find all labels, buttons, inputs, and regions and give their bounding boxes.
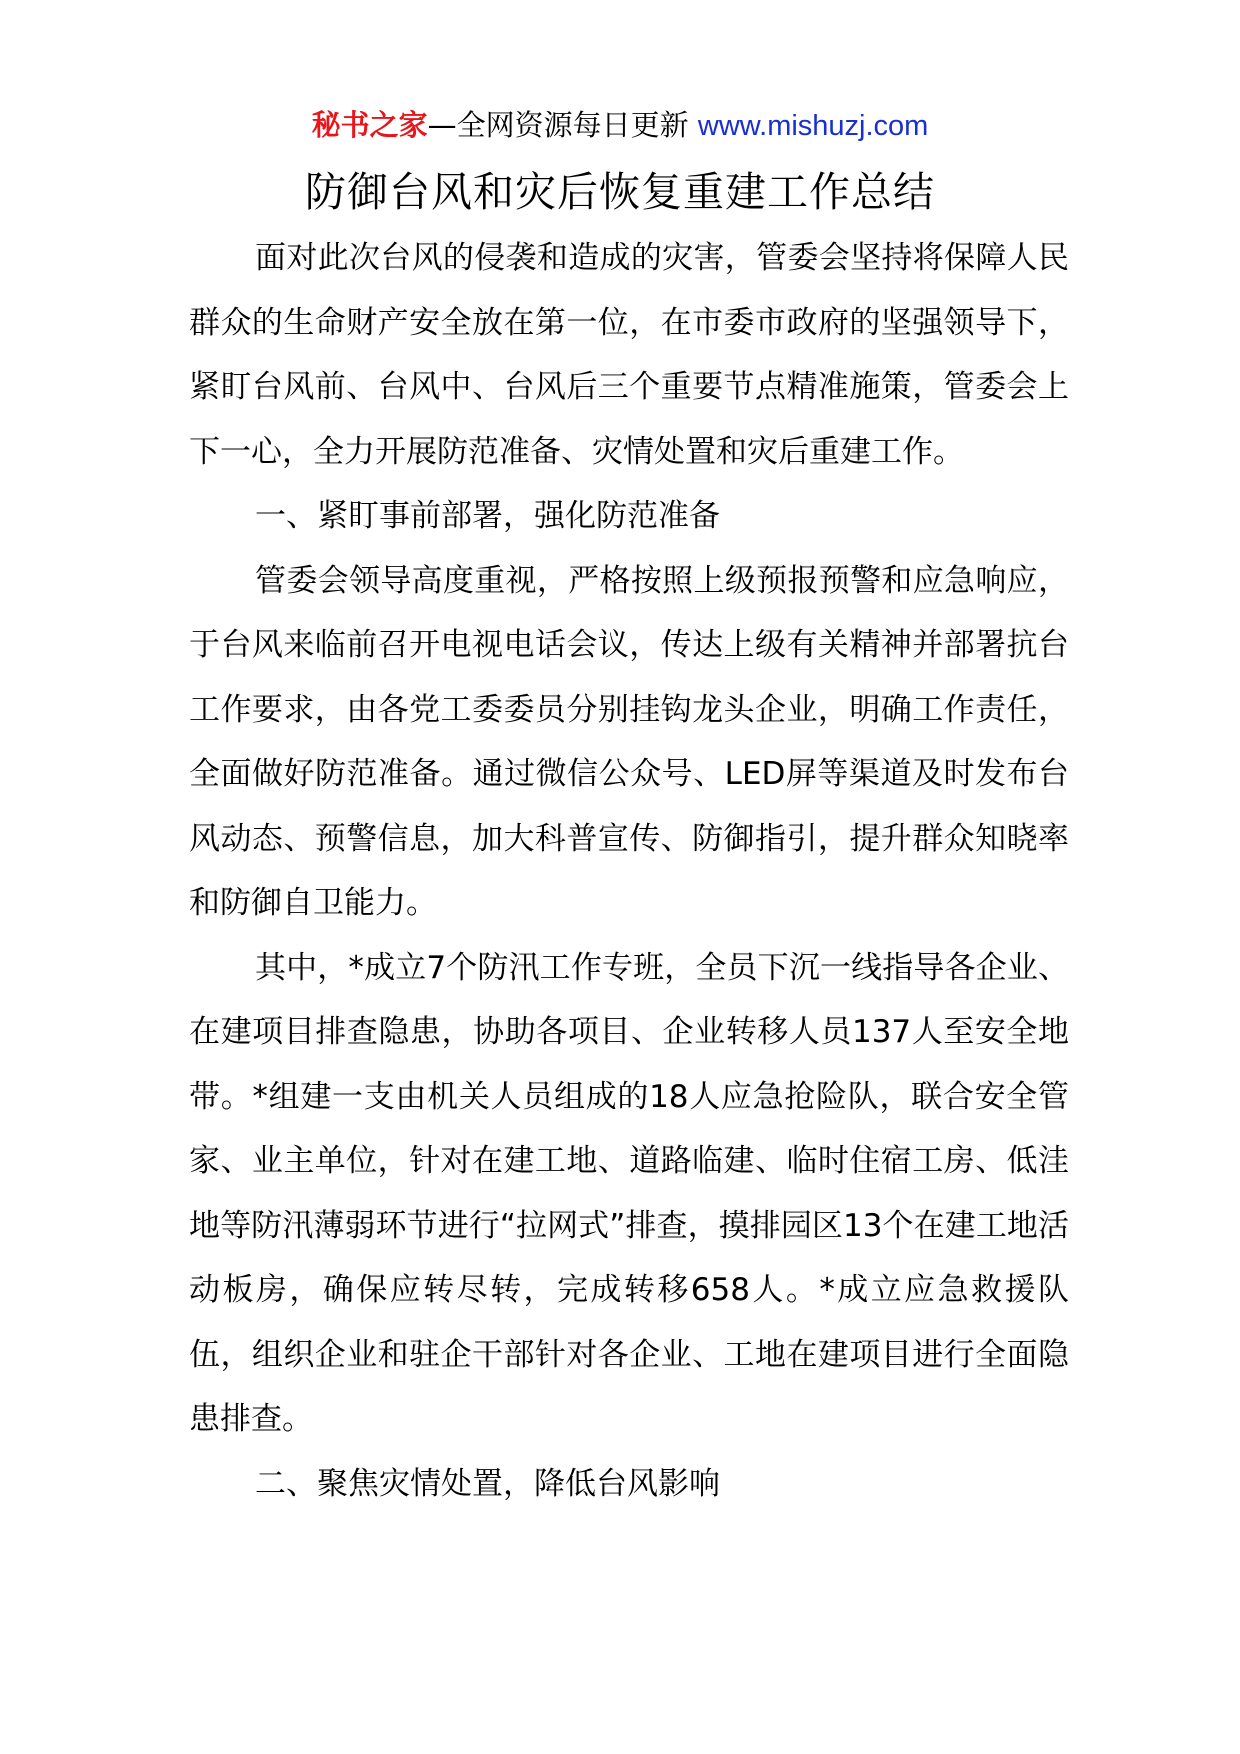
- intro-paragraph: 面对此次台风的侵袭和造成的灾害，管委会坚持将保障人民群众的生命财产安全放在第一位，在市委市政府的坚强领导下，紧盯台风前、台风中、台风后三个重要节点精准施策，管委会上下一心，全力开展防范准备、灾情处置和灾后重建工作。: [189, 240, 1069, 470]
- header-tagline: —全网资源每日更新: [427, 108, 689, 142]
- document-body: [189, 226, 1069, 1516]
- site-link[interactable]: www.mishuzj.com: [697, 110, 929, 142]
- section-heading-2: 二、聚焦灾情处置，降低台风影响: [255, 1465, 720, 1502]
- brand-name: 秘书之家: [311, 108, 428, 142]
- body-paragraph: 其中，*成立7个防汛工作专班，全员下沉一线指导各企业、在建项目排查隐患，协助各项目、企业转移人员137人至安全地带。*组建一支由机关人员组成的18人应急抢险队，联合安全管家、业主单位，针对在建工地、道路临建、临时住宿工房、低洼地等防汛薄弱环节进行“拉网式”排查，摸排园区13个在建工地活动板房，确保应转尽转，完成转移658人。*成立应急救援队伍，组织企业和驻企干部针对各企业、工地在建项目进行全面隐患排查。: [189, 949, 1069, 1437]
- section-heading-1: 一、紧盯事前部署，强化防范准备: [255, 498, 720, 534]
- document-title: 防御台风和灾后恢复重建工作总结: [305, 168, 935, 216]
- site-header: [0, 100, 1240, 151]
- body-paragraph: 管委会领导高度重视，严格按照上级预报预警和应急响应，于台风来临前召开电视电话会议，传达上级有关精神并部署抗台工作要求，由各党工委委员分别挂钩龙头企业，明确工作责任，全面做好防范准备。通过微信公众号、LED屏等渠道及时发布台风动态、预警信息，加大科普宣传、防御指引，提升群众知晓率和防御自卫能力。: [189, 562, 1069, 921]
